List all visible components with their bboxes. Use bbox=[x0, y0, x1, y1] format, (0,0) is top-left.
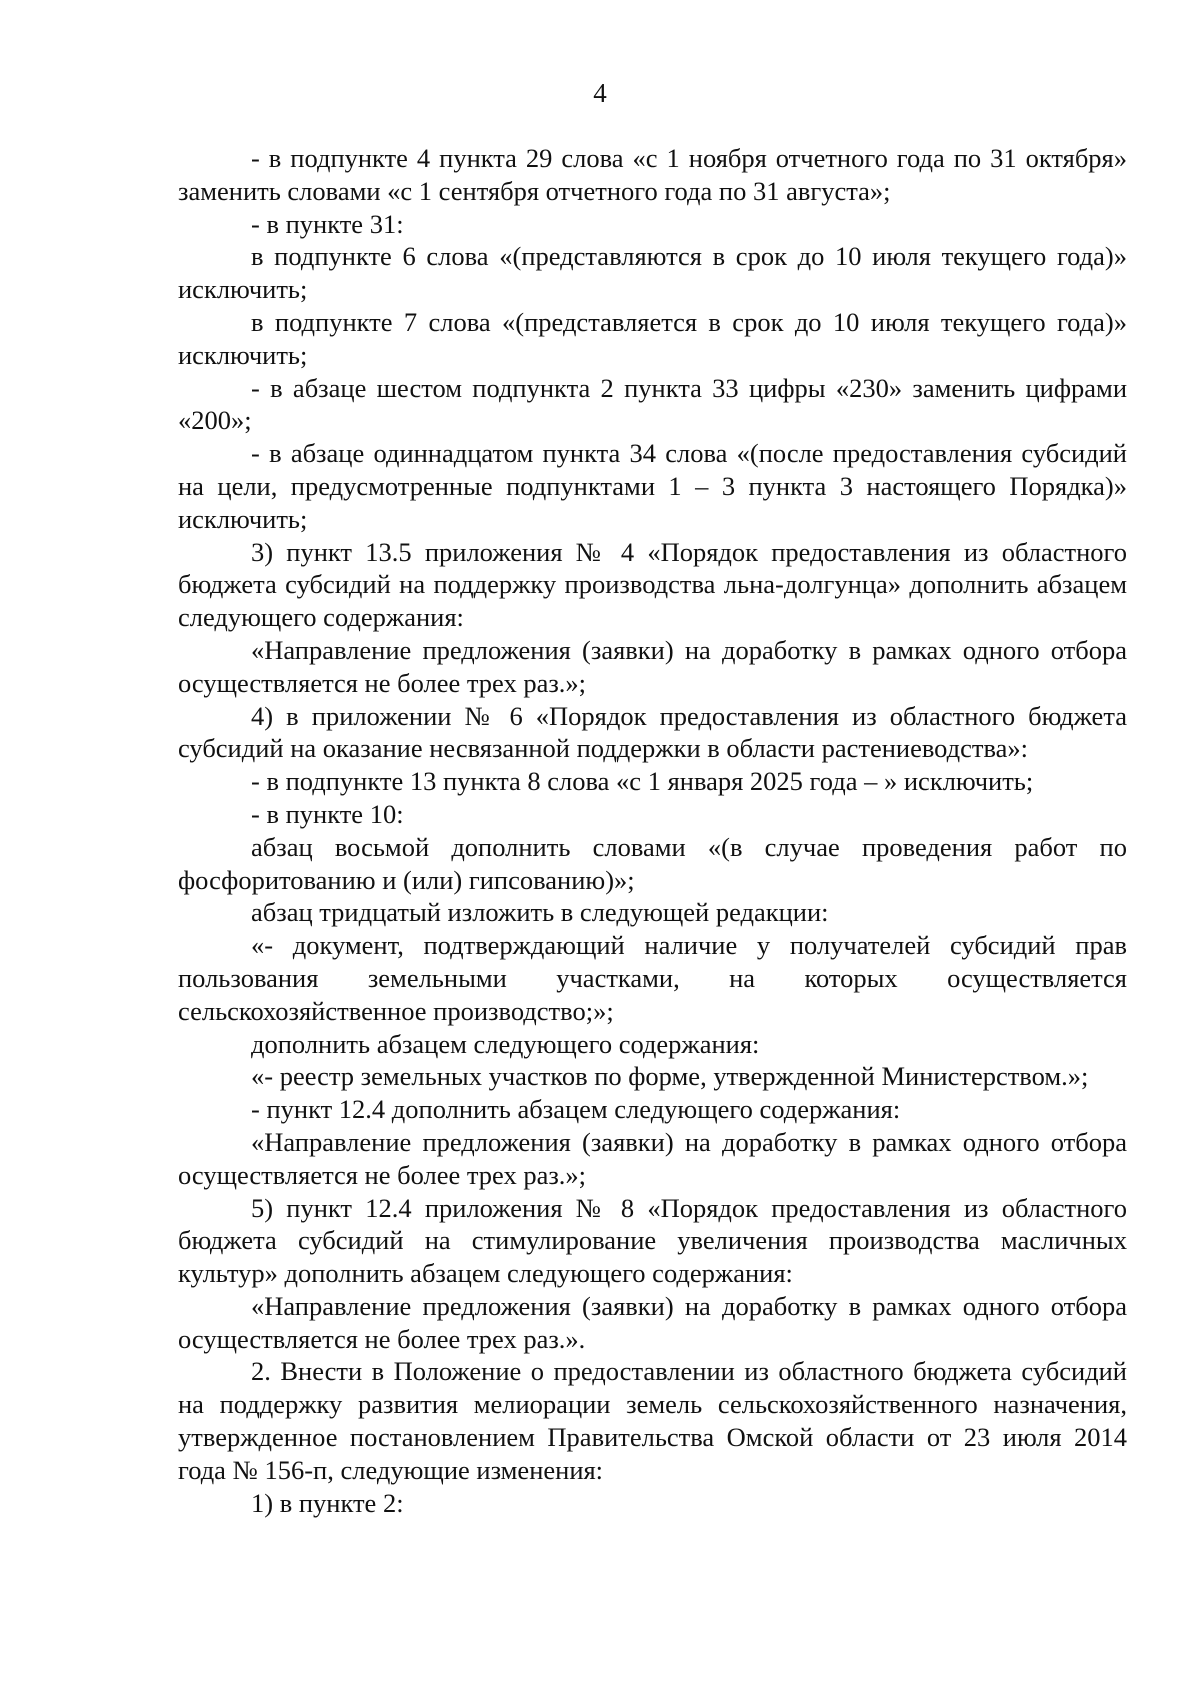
paragraph: 2. Внести в Положение о предоставлении из областного бюджета субсидий на поддержку развития мелиорации земель сельскохозяйственного назначения, утвержденное постановлением Правительства Омской области от 23 июля 2014 года № 156-п, следующие изменения: bbox=[178, 1356, 1127, 1485]
paragraph: - в подпункте 4 пункта 29 слова «с 1 ноября отчетного года по 31 октября» заменить словами «с 1 сентября отчетного года по 31 августа»; bbox=[178, 143, 1127, 206]
paragraph: 4) в приложении № 6 «Порядок предоставления из областного бюджета субсидий на оказание несвязанной поддержки в области растениеводства»: bbox=[178, 700, 1127, 764]
paragraph: «Направление предложения (заявки) на доработку в рамках одного отбора осуществляется не более трех раз.»; bbox=[178, 634, 1127, 698]
paragraph: 3) пункт 13.5 приложения № 4 «Порядок предоставления из областного бюджета субсидий на поддержку производства льна-долгунца» дополнить абзацем следующего содержания: bbox=[178, 536, 1127, 633]
paragraph: «Направление предложения (заявки) на доработку в рамках одного отбора осуществляется не более трех раз.». bbox=[178, 1290, 1127, 1354]
paragraph: дополнить абзацем следующего содержания: bbox=[251, 1028, 760, 1059]
page-number: 4 bbox=[593, 78, 607, 108]
paragraph: в подпункте 7 слова «(представляется в срок до 10 июля текущего года)» исключить; bbox=[178, 306, 1127, 370]
paragraph: «Направление предложения (заявки) на доработку в рамках одного отбора осуществляется не более трех раз.»; bbox=[178, 1126, 1127, 1190]
paragraph: - в абзаце шестом подпункта 2 пункта 33 цифры «230» заменить цифрами «200»; bbox=[178, 372, 1127, 436]
paragraph: абзац восьмой дополнить словами «(в случае проведения работ по фосфоритованию и (или) гипсованию)»; bbox=[178, 831, 1127, 895]
document-body bbox=[178, 142, 1127, 1519]
paragraph: - пункт 12.4 дополнить абзацем следующего содержания: bbox=[251, 1094, 901, 1125]
paragraph: «- реестр земельных участков по форме, утвержденной Министерством.»; bbox=[251, 1061, 1089, 1092]
paragraph: «- документ, подтверждающий наличие у получателей субсидий прав пользования земельными участками, на которых осуществляется сельскохозяйственное производство;»; bbox=[178, 930, 1127, 1026]
paragraph: абзац тридцатый изложить в следующей редакции: bbox=[251, 897, 829, 928]
paragraph: - в пункте 31: bbox=[251, 208, 404, 239]
paragraph: 5) пункт 12.4 приложения № 8 «Порядок предоставления из областного бюджета субсидий на стимулирование увеличения производства масличных культур» дополнить абзацем следующего содержания: bbox=[178, 1192, 1127, 1289]
paragraph: в подпункте 6 слова «(представляются в срок до 10 июля текущего года)» исключить; bbox=[178, 241, 1127, 305]
paragraph: - в пункте 10: bbox=[251, 798, 404, 829]
paragraph: - в абзаце одиннадцатом пункта 34 слова «(после предоставления субсидий на цели, предусмотренные подпунктами 1 – 3 пункта 3 настоящего Порядка)» исключить; bbox=[178, 438, 1127, 534]
paragraph: - в подпункте 13 пункта 8 слова «с 1 января 2025 года – » исключить; bbox=[251, 766, 1034, 797]
paragraph: 1) в пункте 2: bbox=[251, 1487, 404, 1518]
